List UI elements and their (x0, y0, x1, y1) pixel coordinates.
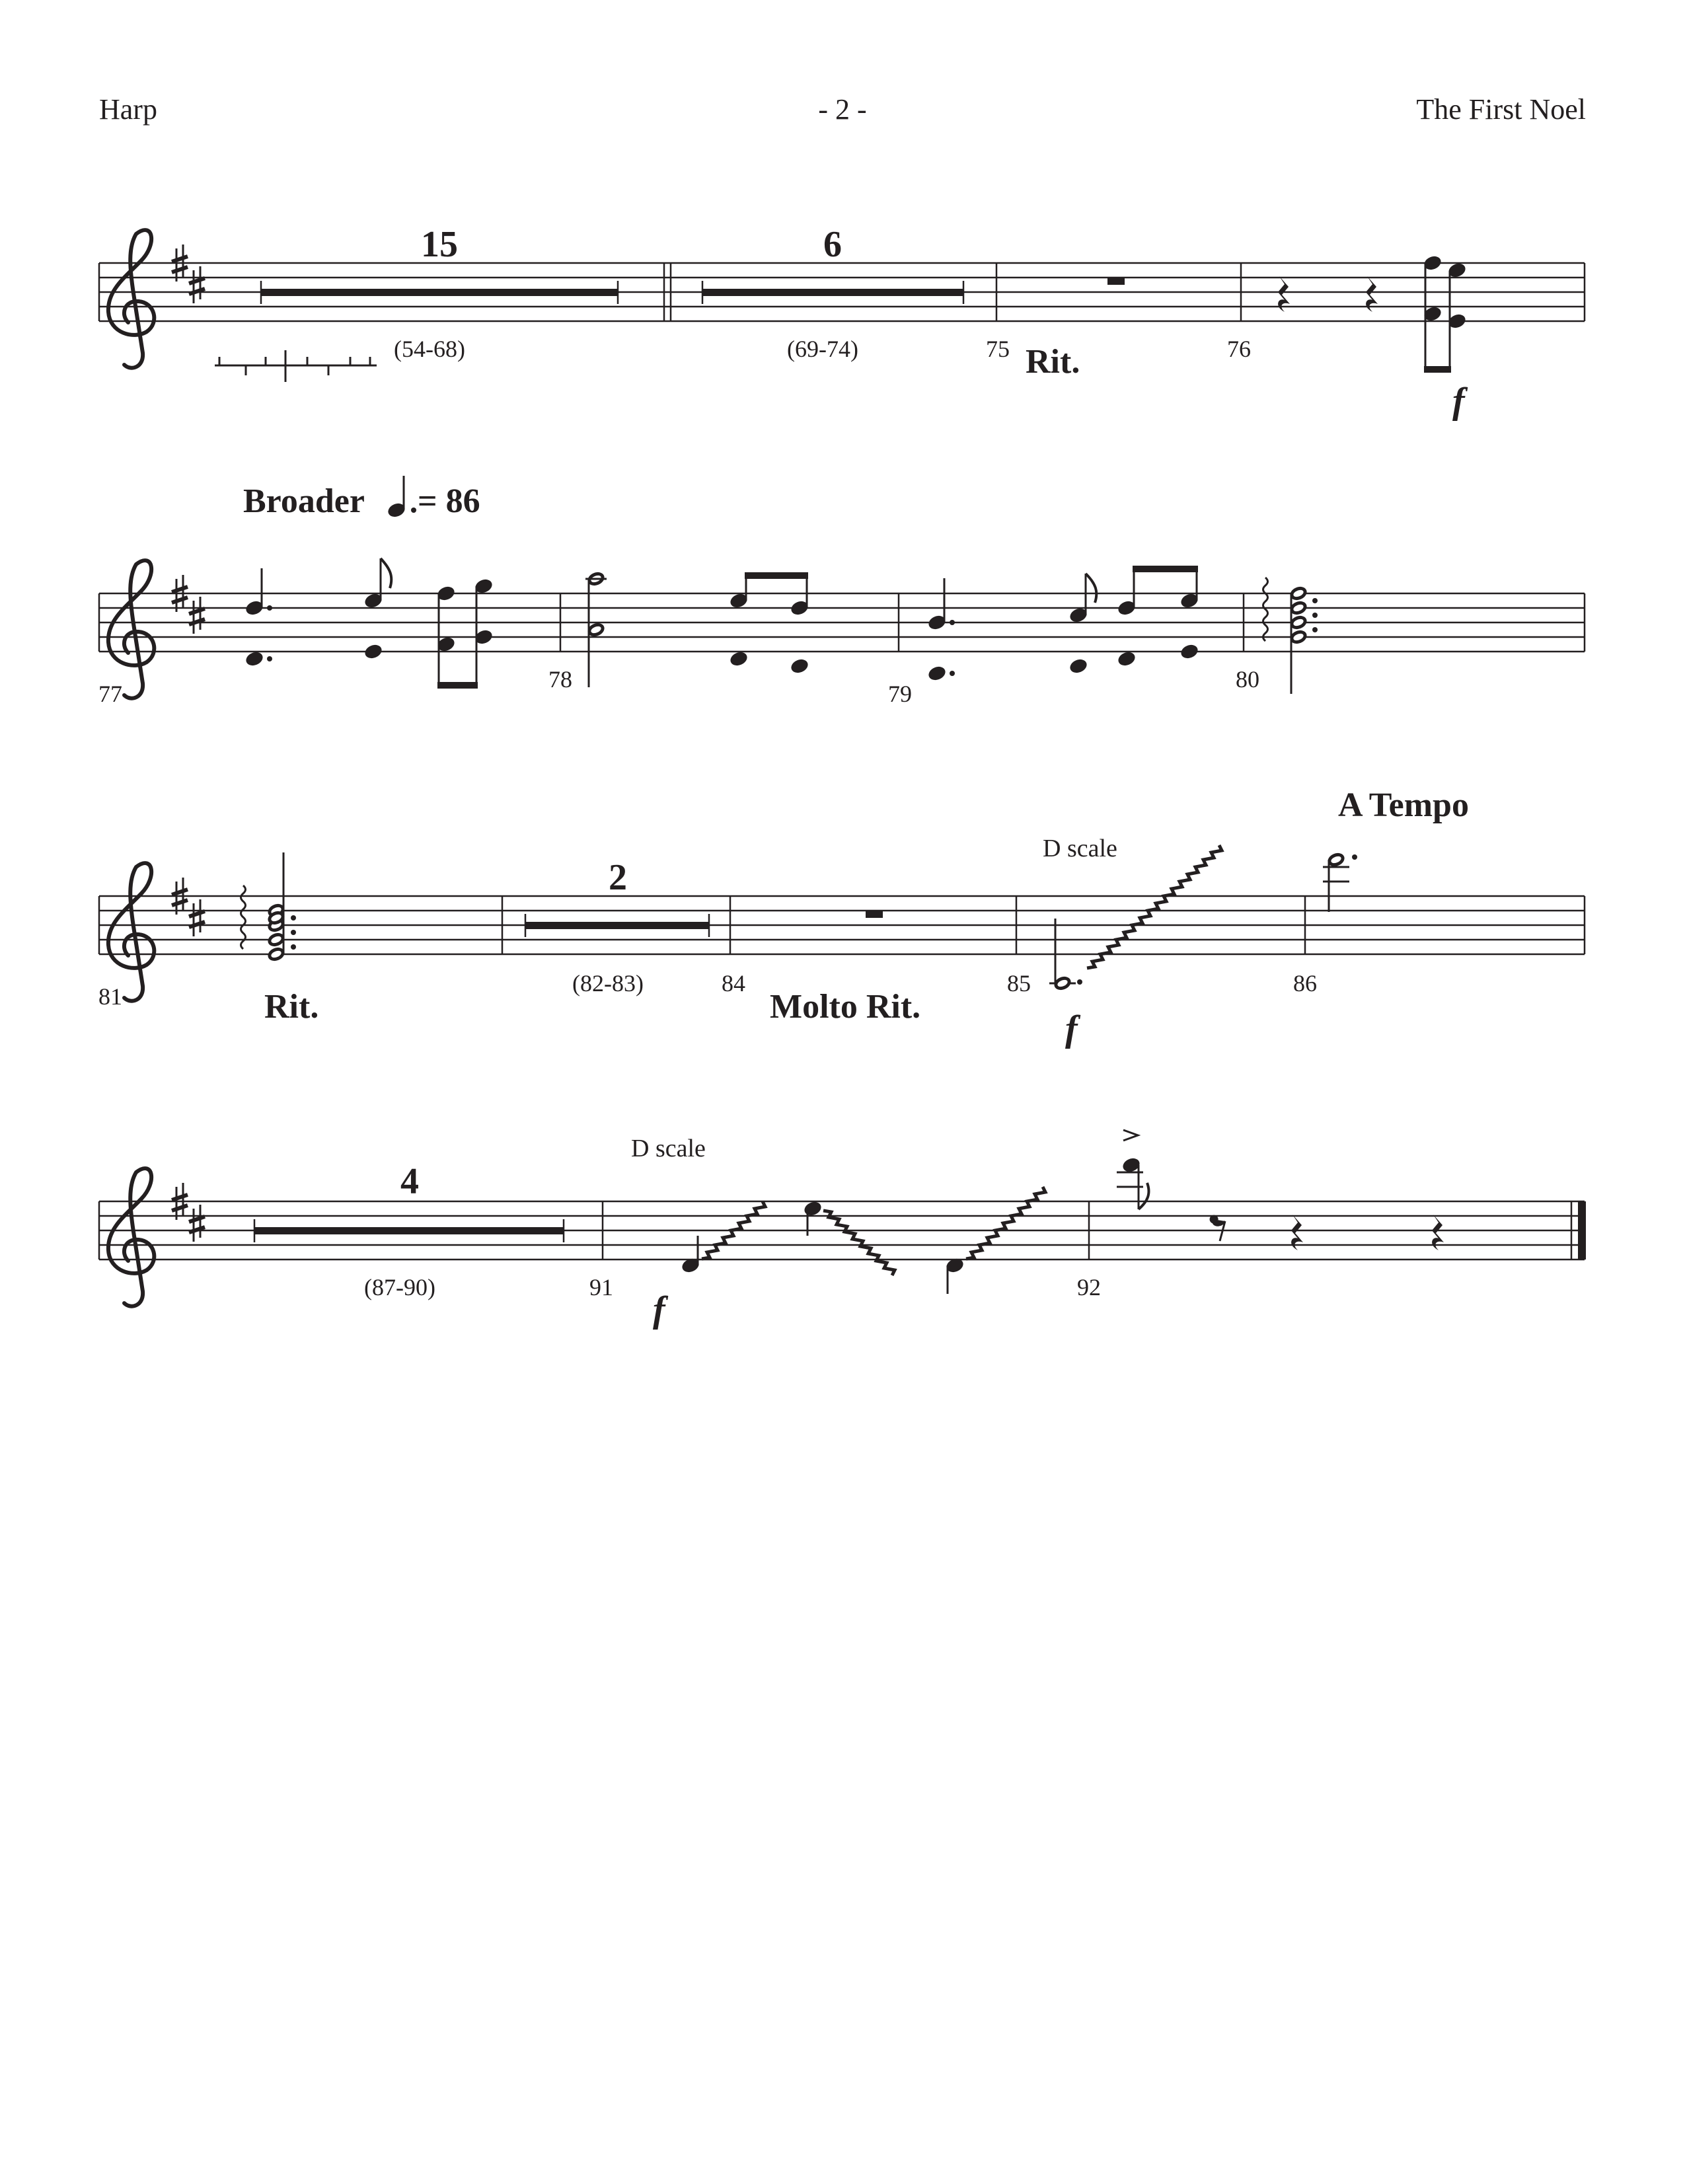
glissando-line (1087, 845, 1222, 968)
tempo-value: = 86 (418, 482, 480, 520)
harp-pedal-diagram-icon (215, 350, 377, 382)
glissando-label: D scale (1043, 835, 1117, 862)
dotted-half-chord (266, 852, 296, 963)
multirest-bar (254, 1227, 564, 1234)
measure-number: 84 (722, 970, 745, 997)
system-1 (99, 224, 1585, 422)
multirest-bar (525, 922, 709, 929)
dotted-half-note (1049, 919, 1082, 993)
half-chord (585, 570, 607, 687)
system-2 (98, 476, 1585, 707)
glissando-label: D scale (631, 1135, 706, 1162)
measure-number: 86 (1293, 970, 1317, 997)
dotted-half-note (1323, 850, 1357, 912)
multirest-count: 6 (823, 224, 842, 265)
sharp-icon (189, 266, 205, 303)
measure-number: 80 (1236, 666, 1259, 693)
page-number: - 2 - (818, 93, 867, 126)
note (680, 1236, 700, 1275)
chord (363, 558, 391, 661)
accented-eighth-note (1117, 1130, 1148, 1209)
multirest-bar (261, 289, 618, 296)
multirest-bar (702, 289, 963, 296)
measure-number: 79 (888, 681, 912, 707)
whole-rest (866, 911, 883, 918)
eighth-rest (1211, 1216, 1225, 1241)
multirest-count: 4 (400, 1161, 419, 1202)
measure-range: (82-83) (572, 970, 644, 997)
dynamic-marking: f (1452, 381, 1465, 422)
multirest-count: 15 (421, 224, 458, 265)
measure-number: 78 (548, 666, 572, 693)
tempo-text: Broader (243, 482, 365, 520)
eighth-chord-pair (1422, 254, 1467, 373)
note (802, 1199, 823, 1217)
tempo-direction: Rit. (264, 988, 319, 1026)
staff-lines (99, 896, 1585, 954)
system-4 (99, 1130, 1586, 1330)
treble-clef-icon (108, 560, 154, 698)
instrument-name: Harp (99, 93, 157, 126)
dotted-quarter-icon (386, 476, 416, 519)
tempo-direction: Rit. (1026, 343, 1080, 381)
measure-range: (87-90) (364, 1274, 435, 1300)
tempo-direction: Molto Rit. (770, 988, 921, 1026)
measure-range: (69-74) (787, 336, 858, 362)
dynamic-marking: f (1065, 1008, 1078, 1049)
dotted-half-chord (1288, 584, 1318, 694)
measure-number: 85 (1007, 970, 1031, 997)
chord (244, 568, 272, 668)
multirest-count: 2 (609, 857, 627, 898)
staff-lines (99, 593, 1585, 652)
glissando-line (966, 1187, 1045, 1259)
chord (1068, 574, 1096, 675)
glissando-line (823, 1211, 895, 1275)
sharp-icon (189, 1205, 205, 1242)
measure-number: 76 (1227, 336, 1251, 362)
sharp-icon (189, 597, 205, 634)
eighth-chord-pair (728, 572, 809, 675)
note (944, 1256, 965, 1294)
measure-number: 81 (98, 983, 122, 1010)
sharp-icon (189, 899, 205, 936)
treble-clef-icon (108, 230, 154, 368)
piece-title: The First Noel (1416, 93, 1586, 126)
measure-number: 91 (589, 1274, 613, 1300)
arpeggio-icon (1263, 578, 1268, 641)
system-3 (98, 786, 1585, 1049)
measure-range: (54-68) (394, 336, 465, 362)
treble-clef-icon (108, 863, 154, 1001)
eighth-chord-pair (1116, 566, 1199, 668)
measure-number: 75 (986, 336, 1010, 362)
treble-clef-icon (108, 1168, 154, 1306)
whole-rest (1107, 278, 1125, 285)
measure-number: 77 (98, 681, 122, 707)
final-barline (1578, 1201, 1586, 1260)
measure-number: 92 (1077, 1274, 1101, 1300)
dynamic-marking: f (653, 1289, 665, 1330)
tempo-direction: A Tempo (1338, 786, 1469, 824)
